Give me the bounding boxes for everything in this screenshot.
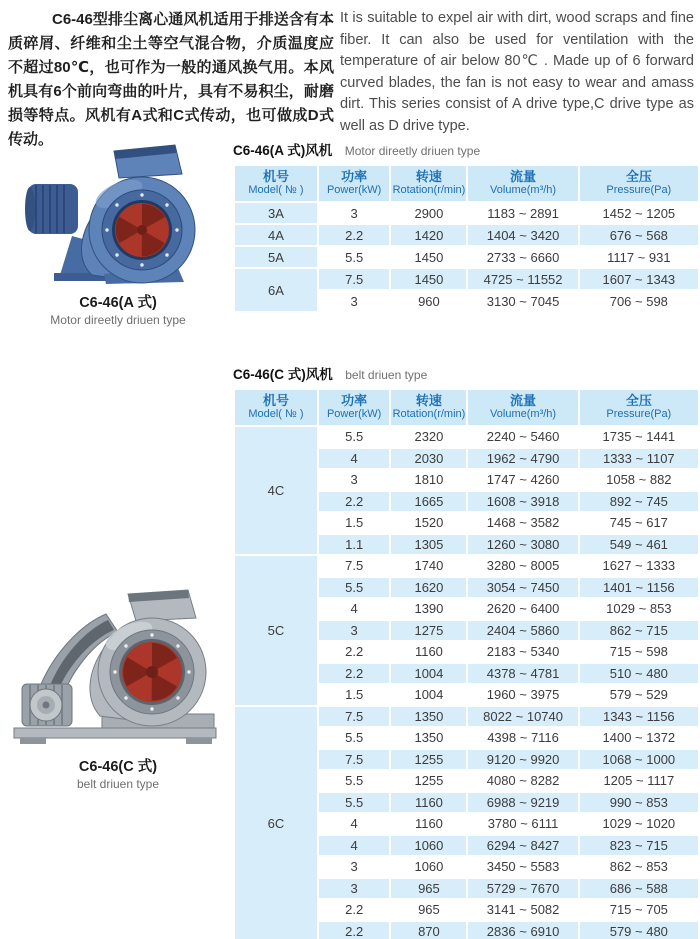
data-cell: 2.2 xyxy=(319,225,390,245)
data-cell: 1962 ~ 4790 xyxy=(468,449,577,469)
data-cell: 3 xyxy=(319,470,390,490)
data-cell: 676 ~ 568 xyxy=(580,225,698,245)
fan-a-caption-zh: C6-46(A 式) xyxy=(79,295,157,311)
data-cell: 1450 xyxy=(391,247,466,267)
table-c-section xyxy=(233,363,700,939)
data-cell: 1452 ~ 1205 xyxy=(580,203,698,223)
fan-c-caption-en: belt driuen type xyxy=(76,777,160,791)
data-cell: 5.5 xyxy=(319,427,390,447)
data-cell: 3 xyxy=(319,291,390,311)
data-cell: 1060 xyxy=(391,836,466,856)
data-cell: 1401 ~ 1156 xyxy=(580,578,698,598)
data-cell: 5.5 xyxy=(319,728,390,748)
header-row xyxy=(235,166,698,201)
data-cell: 2.2 xyxy=(319,642,390,662)
data-cell: 1058 ~ 882 xyxy=(580,470,698,490)
data-cell: 965 xyxy=(391,879,466,899)
data-cell: 1160 xyxy=(391,642,466,662)
data-cell: 579 ~ 480 xyxy=(580,922,698,939)
table-row xyxy=(235,707,698,727)
data-cell: 2183 ~ 5340 xyxy=(468,642,577,662)
data-cell: 1350 xyxy=(391,728,466,748)
data-cell: 965 xyxy=(391,900,466,920)
data-cell: 1160 xyxy=(391,793,466,813)
data-cell: 1620 xyxy=(391,578,466,598)
model-cell: 4C xyxy=(235,427,317,554)
data-cell: 7.5 xyxy=(319,707,390,727)
data-cell: 3 xyxy=(319,203,390,223)
data-cell: 745 ~ 617 xyxy=(580,513,698,533)
table-row xyxy=(235,247,698,267)
table-row xyxy=(235,203,698,223)
model-cell: 6A xyxy=(235,269,317,311)
fan-c-figure xyxy=(6,588,230,791)
data-cell: 862 ~ 853 xyxy=(580,857,698,877)
data-cell: 3450 ~ 5583 xyxy=(468,857,577,877)
column-header xyxy=(391,390,466,425)
fan-a-spec-table-mount xyxy=(233,164,700,313)
table-c-title-zh: C6-46(C 式)风机 xyxy=(233,367,333,382)
fan-c-spec-table xyxy=(233,388,700,939)
data-cell: 2.2 xyxy=(319,492,390,512)
data-cell: 715 ~ 598 xyxy=(580,642,698,662)
data-cell: 1608 ~ 3918 xyxy=(468,492,577,512)
data-cell: 1740 xyxy=(391,556,466,576)
column-header xyxy=(391,166,466,201)
data-cell: 1275 xyxy=(391,621,466,641)
data-cell: 5.5 xyxy=(319,247,390,267)
data-cell: 1960 ~ 3975 xyxy=(468,685,577,705)
fan-c-spec-table-mount xyxy=(233,388,700,939)
data-cell: 6988 ~ 9219 xyxy=(468,793,577,813)
data-cell: 1810 xyxy=(391,470,466,490)
data-cell: 1.5 xyxy=(319,685,390,705)
data-cell: 549 ~ 461 xyxy=(580,535,698,555)
data-cell: 1183 ~ 2891 xyxy=(468,203,577,223)
data-cell: 1450 xyxy=(391,269,466,289)
data-cell: 2836 ~ 6910 xyxy=(468,922,577,939)
fan-a-caption-en: Motor direetly driuen type xyxy=(50,313,186,327)
data-cell: 5.5 xyxy=(319,771,390,791)
data-cell: 1004 xyxy=(391,664,466,684)
data-cell: 1.1 xyxy=(319,535,390,555)
column-header xyxy=(468,390,577,425)
column-header-zh: 全压 xyxy=(625,393,652,408)
data-cell: 1350 xyxy=(391,707,466,727)
data-cell: 2733 ~ 6660 xyxy=(468,247,577,267)
column-header-zh: 转速 xyxy=(415,393,442,408)
data-cell: 4378 ~ 4781 xyxy=(468,664,577,684)
column-header-zh: 流量 xyxy=(510,393,537,408)
column-header xyxy=(468,166,577,201)
data-cell: 1060 xyxy=(391,857,466,877)
column-header-zh: 流量 xyxy=(510,169,537,184)
column-header xyxy=(235,166,317,201)
data-cell: 1607 ~ 1343 xyxy=(580,269,698,289)
data-cell: 2320 xyxy=(391,427,466,447)
column-header xyxy=(580,166,698,201)
column-header xyxy=(319,390,390,425)
column-header-en: Power(kW) xyxy=(326,184,382,196)
table-row xyxy=(235,269,698,289)
data-cell: 1.5 xyxy=(319,513,390,533)
model-cell: 5C xyxy=(235,556,317,705)
intro-paragraph-en: It is suitable to expel air with dirt, wood scraps and fine fiber. It can also be used for ventilation with the temperature of air below 80℃ . Made up of 6 forward curved blades, the fan is not easy to wear and amass dirt. This series consist of A drive type,C drive type as well as D drive type. xyxy=(340,10,694,134)
data-cell: 2620 ~ 6400 xyxy=(468,599,577,619)
model-cell: 6C xyxy=(235,707,317,939)
data-cell: 6294 ~ 8427 xyxy=(468,836,577,856)
data-cell: 3 xyxy=(319,857,390,877)
data-cell: 1333 ~ 1107 xyxy=(580,449,698,469)
data-cell: 1735 ~ 1441 xyxy=(580,427,698,447)
table-a-title-zh: C6-46(A 式)风机 xyxy=(233,143,333,158)
model-cell: 5A xyxy=(235,247,317,267)
column-header-en: Rotation(r/min) xyxy=(392,184,466,196)
data-cell: 4 xyxy=(319,599,390,619)
data-cell: 1390 xyxy=(391,599,466,619)
data-cell: 7.5 xyxy=(319,556,390,576)
data-cell: 3130 ~ 7045 xyxy=(468,291,577,311)
data-cell: 1520 xyxy=(391,513,466,533)
data-cell: 1004 xyxy=(391,685,466,705)
data-cell: 5.5 xyxy=(319,793,390,813)
header-row xyxy=(235,390,698,425)
model-cell: 4A xyxy=(235,225,317,245)
data-cell: 990 ~ 853 xyxy=(580,793,698,813)
column-header-zh: 转速 xyxy=(415,169,442,184)
data-cell: 1260 ~ 3080 xyxy=(468,535,577,555)
fan-c-image xyxy=(6,588,230,748)
data-cell: 510 ~ 480 xyxy=(580,664,698,684)
data-cell: 1029 ~ 1020 xyxy=(580,814,698,834)
data-cell: 3280 ~ 8005 xyxy=(468,556,577,576)
data-cell: 715 ~ 705 xyxy=(580,900,698,920)
data-cell: 7.5 xyxy=(319,750,390,770)
table-a-title-en: Motor direetly driuen type xyxy=(344,144,481,158)
column-header-zh: 全压 xyxy=(625,169,652,184)
data-cell: 1205 ~ 1117 xyxy=(580,771,698,791)
data-cell: 1160 xyxy=(391,814,466,834)
column-header-zh: 功率 xyxy=(341,169,368,184)
data-cell: 4725 ~ 11552 xyxy=(468,269,577,289)
data-cell: 823 ~ 715 xyxy=(580,836,698,856)
data-cell: 579 ~ 529 xyxy=(580,685,698,705)
data-cell: 4398 ~ 7116 xyxy=(468,728,577,748)
table-c-title xyxy=(233,363,700,384)
data-cell: 3054 ~ 7450 xyxy=(468,578,577,598)
table-row xyxy=(235,225,698,245)
column-header-zh: 机号 xyxy=(262,169,289,184)
data-cell: 1404 ~ 3420 xyxy=(468,225,577,245)
column-header-zh: 功率 xyxy=(341,393,368,408)
data-cell: 1117 ~ 931 xyxy=(580,247,698,267)
column-header-en: Model( № ) xyxy=(248,408,304,420)
data-cell: 1420 xyxy=(391,225,466,245)
table-a-section xyxy=(233,139,700,313)
data-cell: 2.2 xyxy=(319,922,390,939)
data-cell: 960 xyxy=(391,291,466,311)
data-cell: 2030 xyxy=(391,449,466,469)
data-cell: 5.5 xyxy=(319,578,390,598)
data-cell: 2.2 xyxy=(319,900,390,920)
data-cell: 1627 ~ 1333 xyxy=(580,556,698,576)
column-header xyxy=(580,390,698,425)
data-cell: 686 ~ 588 xyxy=(580,879,698,899)
table-c-title-en: belt driuen type xyxy=(345,368,428,382)
data-cell: 3 xyxy=(319,879,390,899)
data-cell: 1305 xyxy=(391,535,466,555)
column-header-en: Rotation(r/min) xyxy=(392,408,466,420)
data-cell: 4080 ~ 8282 xyxy=(468,771,577,791)
data-cell: 4 xyxy=(319,814,390,834)
data-cell: 7.5 xyxy=(319,269,390,289)
data-cell: 3780 ~ 6111 xyxy=(468,814,577,834)
fan-c-caption-zh: C6-46(C 式) xyxy=(78,759,158,775)
data-cell: 4 xyxy=(319,836,390,856)
data-cell: 9120 ~ 9920 xyxy=(468,750,577,770)
data-cell: 2240 ~ 5460 xyxy=(468,427,577,447)
column-header-en: Power(kW) xyxy=(326,408,382,420)
data-cell: 3 xyxy=(319,621,390,641)
data-cell: 1665 xyxy=(391,492,466,512)
fan-a-image xyxy=(18,144,218,284)
table-row xyxy=(235,427,698,447)
data-cell: 706 ~ 598 xyxy=(580,291,698,311)
data-cell: 1343 ~ 1156 xyxy=(580,707,698,727)
data-cell: 1068 ~ 1000 xyxy=(580,750,698,770)
data-cell: 5729 ~ 7670 xyxy=(468,879,577,899)
data-cell: 4 xyxy=(319,449,390,469)
column-header-en: Pressure(Pa) xyxy=(606,184,672,196)
data-cell: 1255 xyxy=(391,750,466,770)
data-cell: 3141 ~ 5082 xyxy=(468,900,577,920)
data-cell: 2404 ~ 5860 xyxy=(468,621,577,641)
intro-paragraph-zh: C6-46型排尘离心通风机适用于排送含有本质碎屑、纤维和尘土等空气混合物，介质温度应不超过80℃，也可作为一般的通风换气用。本风机具有6个前向弯曲的叶片，具有不易积尘，耐磨损等特点。风机有A式和C式传动，也可做成D式传动。 xyxy=(8,11,334,148)
data-cell: 862 ~ 715 xyxy=(580,621,698,641)
data-cell: 1468 ~ 3582 xyxy=(468,513,577,533)
data-cell: 2.2 xyxy=(319,664,390,684)
table-row xyxy=(235,556,698,576)
table-a-title xyxy=(233,139,700,160)
data-cell: 870 xyxy=(391,922,466,939)
data-cell: 892 ~ 745 xyxy=(580,492,698,512)
column-header-en: Volume(m³/h) xyxy=(490,408,557,420)
column-header xyxy=(235,390,317,425)
fan-a-figure xyxy=(18,144,218,327)
fan-a-spec-table xyxy=(233,164,700,313)
data-cell: 8022 ~ 10740 xyxy=(468,707,577,727)
column-header-en: Model( № ) xyxy=(248,184,304,196)
data-cell: 2900 xyxy=(391,203,466,223)
data-cell: 1029 ~ 853 xyxy=(580,599,698,619)
column-header xyxy=(319,166,390,201)
data-cell: 1255 xyxy=(391,771,466,791)
model-cell: 3A xyxy=(235,203,317,223)
column-header-zh: 机号 xyxy=(262,393,289,408)
data-cell: 1747 ~ 4260 xyxy=(468,470,577,490)
column-header-en: Pressure(Pa) xyxy=(606,408,672,420)
column-header-en: Volume(m³/h) xyxy=(490,184,557,196)
data-cell: 1400 ~ 1372 xyxy=(580,728,698,748)
